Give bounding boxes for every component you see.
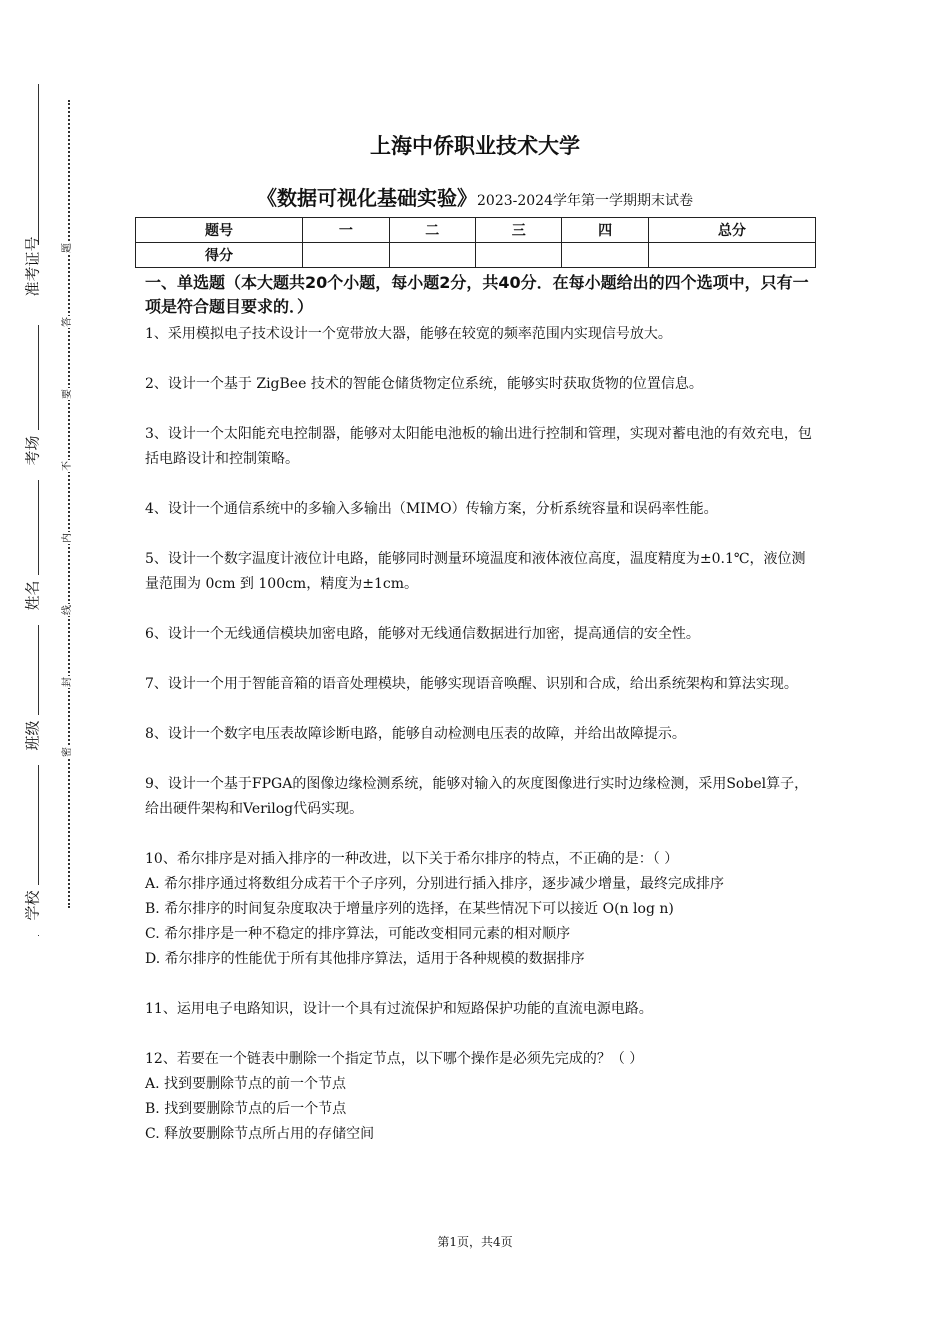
question-item [145,547,813,597]
question-item [145,847,813,972]
page-footer: 第1页，共4页 [437,1235,513,1249]
question-item [145,997,813,1022]
question-text: 2、设计一个基于 ZigBee 技术的智能仓储货物定位系统，能够实时获取货物的位置信息。 [145,376,703,392]
question-item [145,772,813,822]
binding-mark: 不 [60,460,76,472]
score-header-cell: 总分 [648,218,815,243]
score-cell [562,243,648,268]
question-item [145,372,813,397]
question-item [145,1047,813,1147]
score-cell [475,243,561,268]
question-text: 5、设计一个数字温度计液位计电路，能够同时测量环境温度和液体液位高度，温度精度为±0.1℃，液位测量范围为 0cm 到 100cm，精度为±1cm。 [145,551,806,592]
score-header-cell: 一 [303,218,389,243]
binding-mark: 内 [60,532,76,544]
binding-mark: 答 [60,316,76,328]
question-text: 6、设计一个无线通信模块加密电路，能够对无线通信数据进行加密，提高通信的安全性。 [145,626,700,642]
question-item [145,422,813,472]
course-title: 《数据可视化基础实验》 [257,186,477,210]
exam-content [145,271,813,1147]
question-text: 8、设计一个数字电压表故障诊断电路，能够自动检测电压表的故障，并给出故障提示。 [145,726,686,742]
binding-label-name: 姓名 [22,575,44,625]
binding-label-exam-room: 考场 [22,430,44,480]
question-option: B. 希尔排序的时间复杂度取决于增量序列的选择，在某些情况下可以接近 O(n log n) [145,901,674,917]
binding-mark: 封 [60,676,76,688]
binding-mark: 要 [60,388,76,400]
score-cell [389,243,475,268]
question-option: A. 希尔排序通过将数组分成若干个子序列，分别进行插入排序，逐步减少增量，最终完成排序 [145,876,725,892]
score-cell [303,243,389,268]
question-item [145,672,813,697]
binding-label-exam-id: 准考证号 [22,245,44,325]
term-label: 2023-2024学年第一学期期末试卷 [477,193,693,209]
question-list [145,322,813,1147]
score-row-label: 得分 [136,243,303,268]
question-item [145,322,813,347]
score-header-cell: 三 [475,218,561,243]
question-option: C. 希尔排序是一种不稳定的排序算法，可能改变相同元素的相对顺序 [145,926,571,942]
question-item [145,497,813,522]
question-option: A. 找到要删除节点的前一个节点 [145,1076,347,1092]
score-table-header-row [136,218,816,243]
question-option: D. 希尔排序的性能优于所有其他排序算法，适用于各种规模的数据排序 [145,951,585,967]
section-title: 一、单选题（本大题共20个小题，每小题2分，共40分．在每小题给出的四个选项中，只有一项是符合题目要求的．） [145,273,809,316]
score-table-score-row [136,243,816,268]
binding-mark: 密 [60,746,76,758]
question-text: 1、采用模拟电子技术设计一个宽带放大器，能够在较宽的频率范围内实现信号放大。 [145,326,672,342]
score-table [135,217,816,268]
question-text: 4、设计一个通信系统中的多输入多输出（MIMO）传输方案，分析系统容量和误码率性能。 [145,501,718,517]
binding-line [38,84,39,936]
score-header-cell: 题号 [136,218,303,243]
question-option: B. 找到要删除节点的后一个节点 [145,1101,347,1117]
score-header-cell: 二 [389,218,475,243]
exam-subtitle [0,182,950,211]
question-item [145,722,813,747]
question-text: 10、希尔排序是对插入排序的一种改进，以下关于希尔排序的特点，不正确的是：（ ） [145,851,679,867]
binding-label-class: 班级 [22,715,44,765]
score-header-cell: 四 [562,218,648,243]
question-text: 3、设计一个太阳能充电控制器，能够对太阳能电池板的输出进行控制和管理，实现对蓄电池的有效充电，包括电路设计和控制策略。 [145,426,812,467]
binding-label-school: 学校 [22,885,44,935]
school-title: 上海中侨职业技术大学 [370,134,580,158]
binding-mark: 线 [60,604,76,616]
question-item [145,622,813,647]
question-text: 9、设计一个基于FPGA的图像边缘检测系统，能够对输入的灰度图像进行实时边缘检测，采用Sobel算子，给出硬件架构和Verilog代码实现。 [145,776,809,817]
binding-dotted-line [68,100,70,908]
score-cell [648,243,815,268]
binding-mark: 题 [60,242,76,254]
question-option: C. 释放要删除节点所占用的存储空间 [145,1126,375,1142]
question-text: 11、运用电子电路知识，设计一个具有过流保护和短路保护功能的直流电源电路。 [145,1001,653,1017]
question-text: 12、若要在一个链表中删除一个指定节点，以下哪个操作是必须先完成的？（ ） [145,1051,644,1067]
question-text: 7、设计一个用于智能音箱的语音处理模块，能够实现语音唤醒、识别和合成，给出系统架构和算法实现。 [145,676,798,692]
